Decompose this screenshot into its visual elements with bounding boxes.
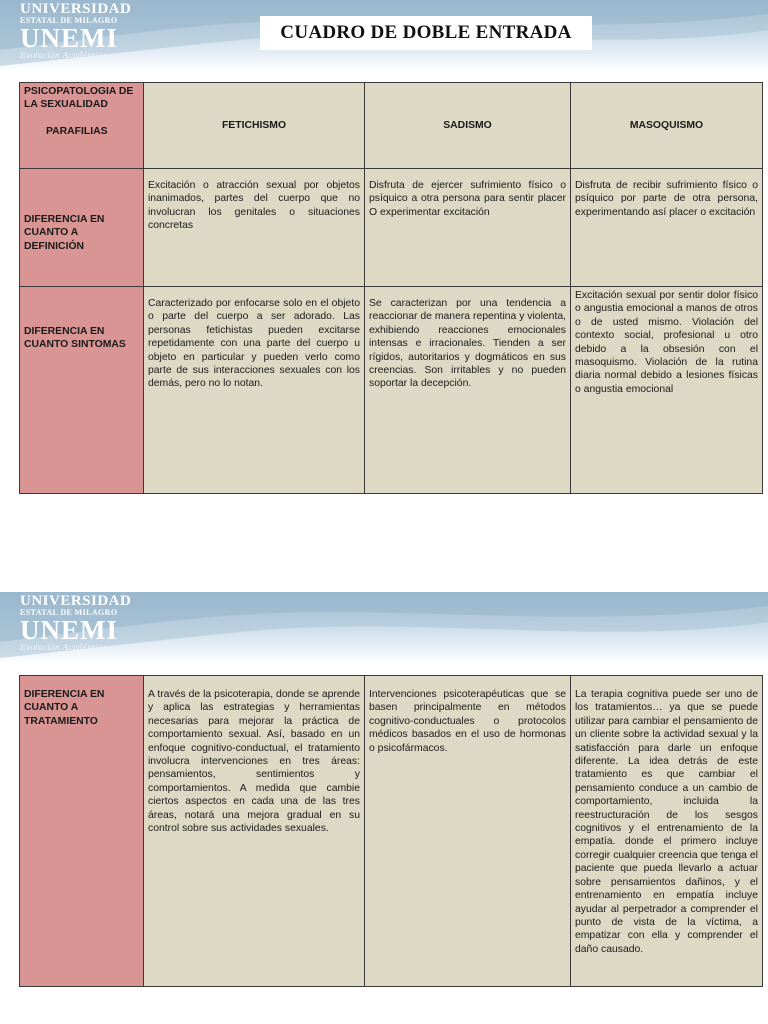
cell-text: Caracterizado por enfocarse solo en el objeto o parte del cuerpo a ser adorado. Las personas fetichistas pueden excitarse repetidamente con una parte del cuerpo u objeto en particular y pueden verlo como parte de sus interacciones sexuales con los demás, pero no lo notan. [148, 298, 360, 390]
table-row-definicion [20, 169, 763, 287]
row-header-label: DIFERENCIA EN CUANTO A TRATAMIENTO [24, 689, 105, 727]
cell-sintomas-sadismo [365, 287, 571, 494]
header-banner [0, 0, 768, 72]
cell-tratamiento-fetichismo [144, 676, 365, 987]
column-header-sadismo: SADISMO [365, 83, 571, 169]
cell-text: Disfruta de recibir sufrimiento físico o psíquico por parte de otra persona, experimentando así placer o excitación [575, 180, 758, 218]
comparison-table [19, 82, 763, 494]
cell-text: A través de la psicoterapia, donde se aprende y aplica las estrategias y herramientas necesarias para mejorar la práctica de comportamiento sexual. Así, basado en un enfoque cognitivo-conductual, el tratamiento involucra intervenciones en tres áreas: pensamientos, sentimientos y comportamientos. A medida que cambie ciertos aspectos en cada una de las tres áreas, notará una mejora gradual en su control sobre sus actividades sexuales. [148, 689, 360, 835]
table-header-row [20, 83, 763, 169]
row-header-label: DIFERENCIA EN CUANTO A DEFINICIÓN [24, 213, 105, 252]
logo-acronym: UNEMI [20, 23, 118, 53]
page-title: CUADRO DE DOBLE ENTRADA [280, 22, 572, 43]
unemi-logo [20, 594, 135, 652]
column-header-fetichismo: FETICHISMO [144, 83, 365, 169]
cell-tratamiento-sadismo [365, 676, 571, 987]
cell-text: Intervenciones psicoterapéuticas que se basen principalmente en métodos cognitivo-conductuales o protocolos médicos basados en el uso de hormonas o psicofármacos. [369, 689, 566, 754]
corner-main-label: PSICOPATOLOGIA DE LA SEXUALIDAD [24, 86, 134, 111]
cell-sintomas-masoquismo [571, 287, 763, 494]
logo-tagline: Evolución Académica [20, 51, 107, 60]
cell-text: La terapia cognitiva puede ser uno de los tratamientos… ya que se puede utilizar para cambiar el pensamiento de un cliente sobre la actividad sexual y la satisfacción para darle un enfoque diferente. La idea detrás de este tratamiento es que cambiar el pensamiento conduce a un cambio de comportamiento, incluida la reestructuración de los sesgos cognitivos y el entrenamiento de la empatía. donde el primero incluye corregir cualquier creencia que tenga el paciente que pueda llevarlo a actuar sobre pensamientos dañinos, y el entrenamiento en empatía incluye ayudar al perpetrador a comprender el punto de vista de la víctima, a empatizar con ella y comprender el daño causado. [575, 689, 758, 955]
logo-acronym: UNEMI [20, 615, 118, 645]
cell-definicion-fetichismo [144, 169, 365, 287]
logo-state: ESTATAL DE MILAGRO [20, 608, 118, 617]
cell-text: Excitación o atracción sexual por objetos inanimados, partes del cuerpo que no involucran los genitales o situaciones concretas [148, 180, 360, 232]
cell-definicion-masoquismo [571, 169, 763, 287]
cell-sintomas-fetichismo [144, 287, 365, 494]
cell-tratamiento-masoquismo [571, 676, 763, 987]
cell-definicion-sadismo [365, 169, 571, 287]
corner-sub-label: PARAFILIAS [46, 125, 108, 137]
treatment-table [19, 675, 763, 987]
cell-text: Se caracterizan por una tendencia a reaccionar de manera repentina y violenta, exhibiendo reacciones emocionales intensas e irracionales. Tienden a ser rígidos, autoritarios y dogmáticos en sus creencias. Son irritables y no pueden soportar la decepción. [369, 298, 566, 390]
header-banner [0, 592, 768, 664]
logo-university: UNIVERSIDAD [20, 1, 132, 17]
row-header-definicion [20, 169, 144, 287]
table-row-sintomas [20, 287, 763, 494]
unemi-logo [20, 2, 135, 60]
table-row-tratamiento [20, 676, 763, 987]
logo-state: ESTATAL DE MILAGRO [20, 16, 118, 25]
logo-tagline: Evolución Académica [20, 643, 107, 652]
title-box [260, 16, 592, 50]
corner-header-cell [20, 83, 144, 169]
logo-university: UNIVERSIDAD [20, 593, 132, 609]
cell-text: Disfruta de ejercer sufrimiento físico o psíquico a otra persona para sentir placer O experimentar excitación [369, 180, 566, 218]
row-header-tratamiento [20, 676, 144, 987]
column-header-masoquismo: MASOQUISMO [571, 83, 763, 169]
row-header-sintomas [20, 287, 144, 494]
row-header-label: DIFERENCIA EN CUANTO SINTOMAS [24, 326, 126, 351]
cell-text: Excitación sexual por sentir dolor físico o angustia emocional a manos de otros o de usted mismo. Violación del contexto social, profesional u otro debido a la obsesión con el masoquismo. Violación de la rutina diaria normal debido a lesiones físicas o angustia emocional [575, 290, 758, 395]
